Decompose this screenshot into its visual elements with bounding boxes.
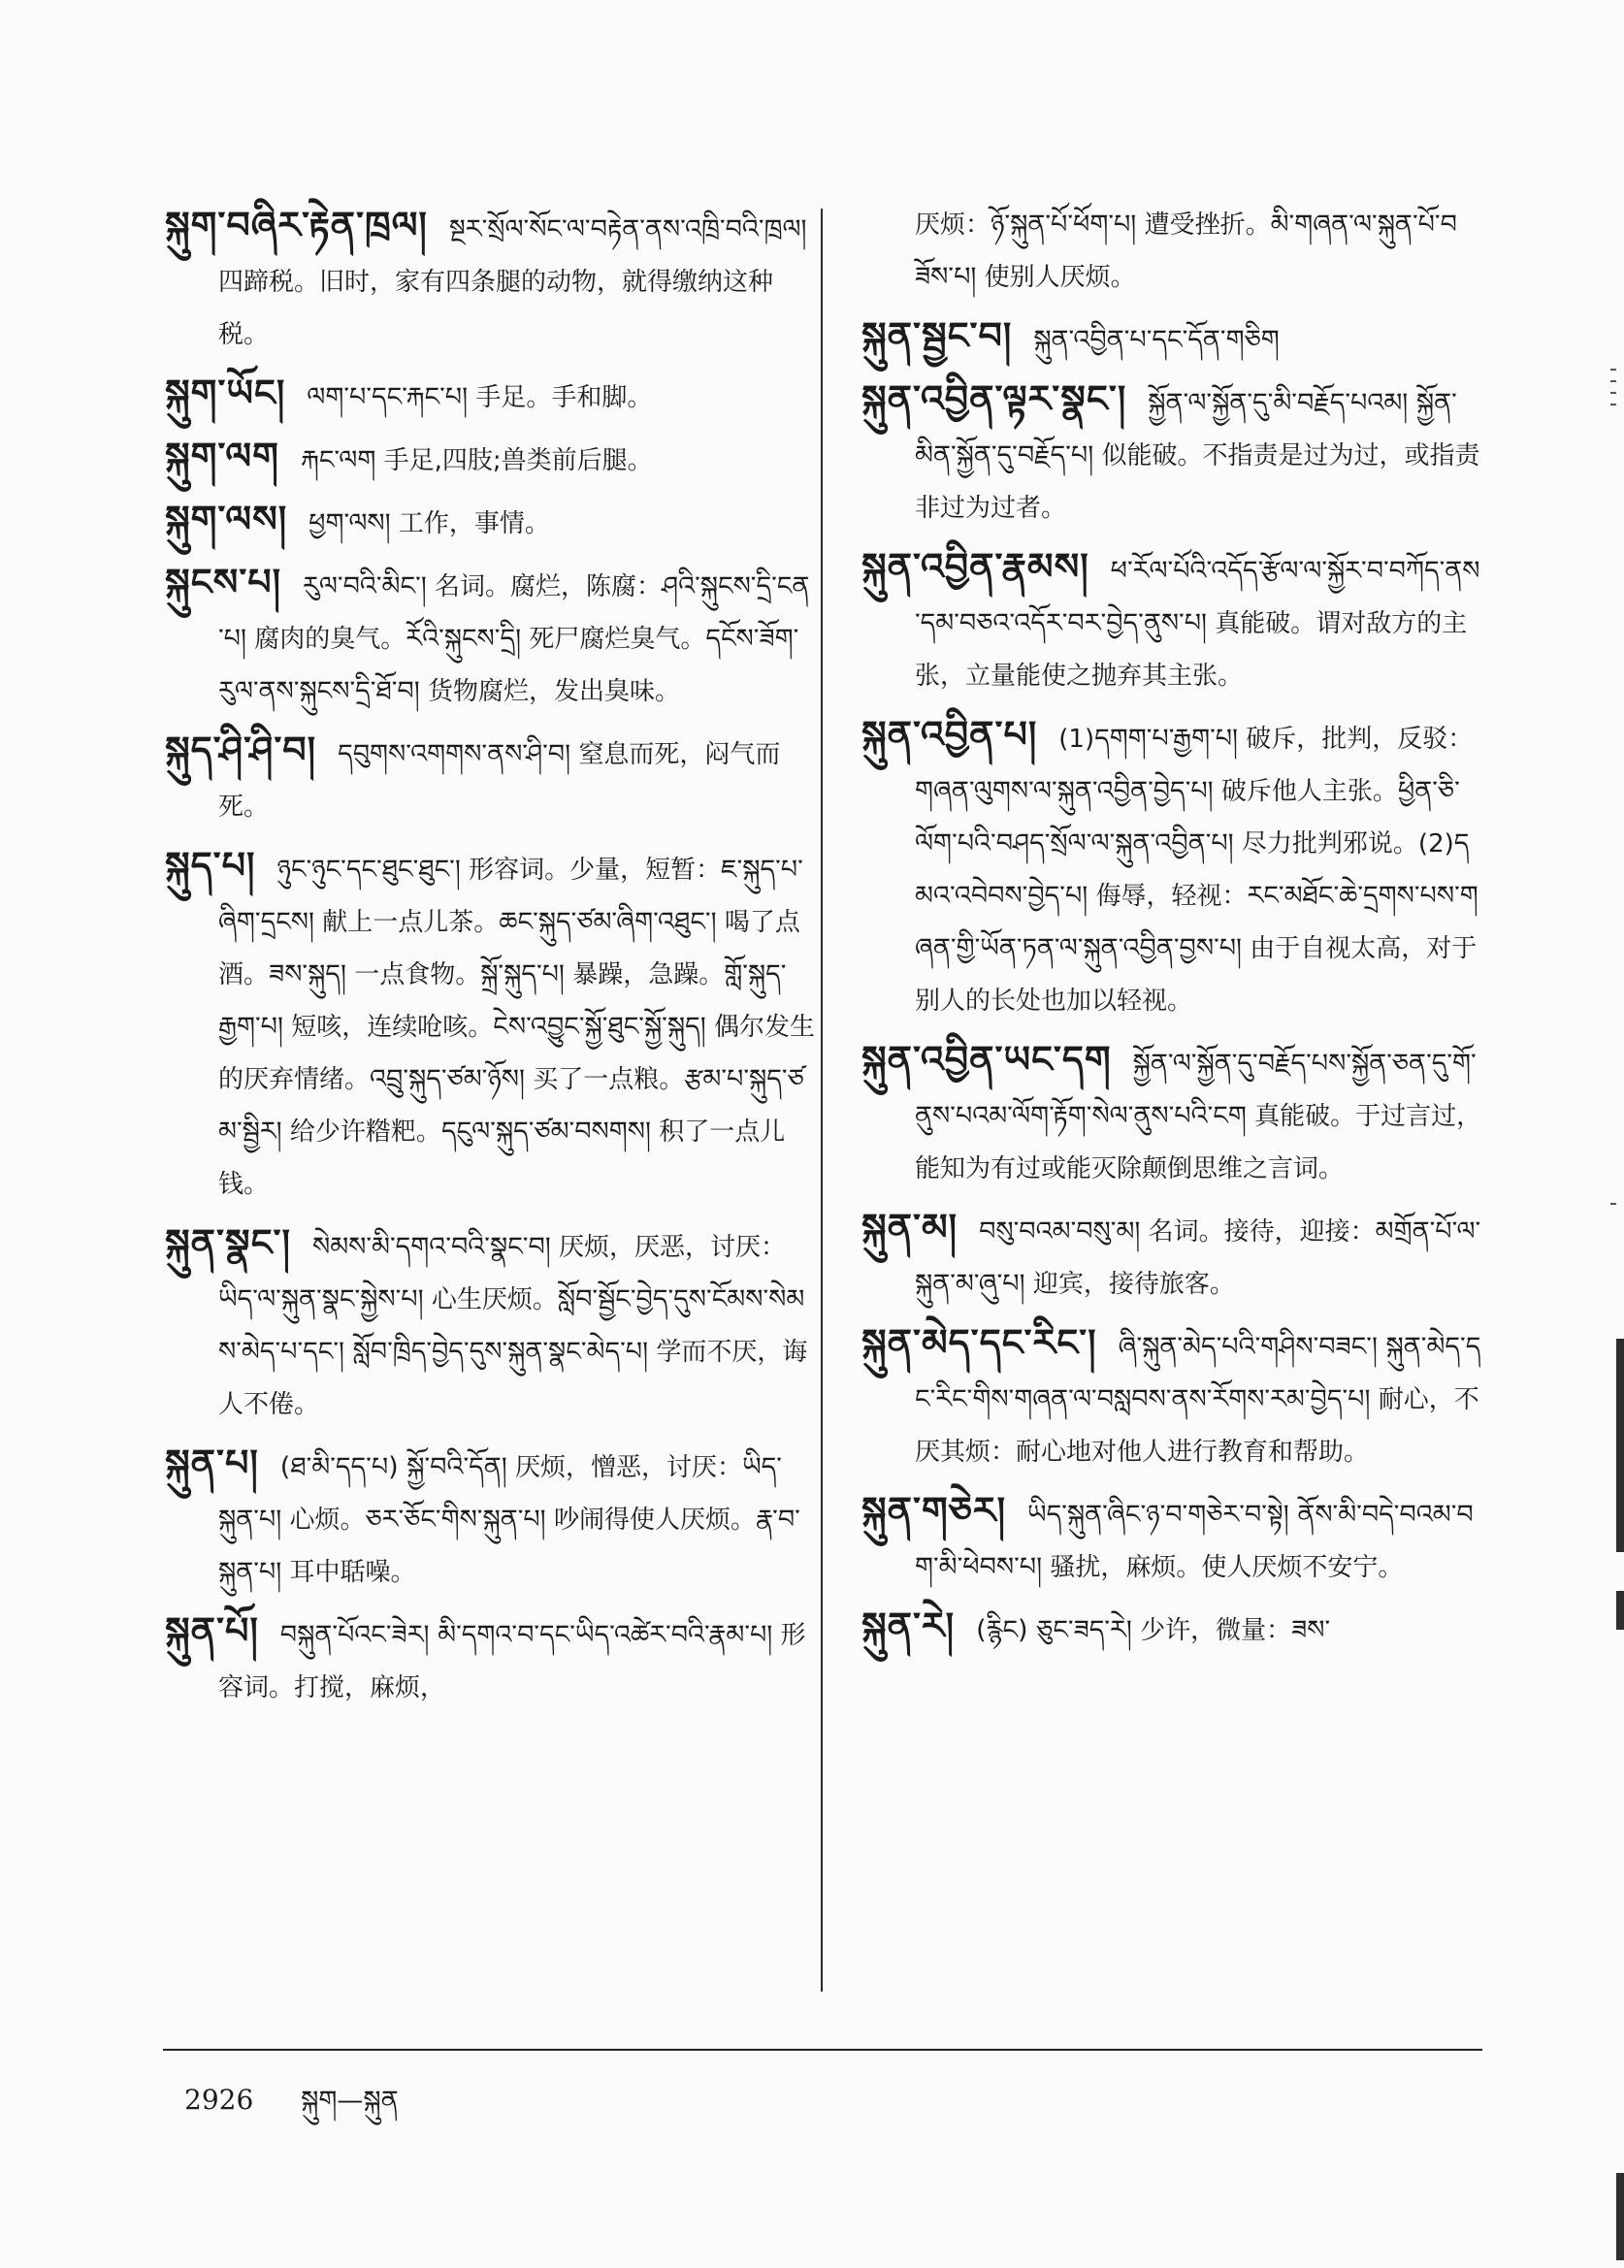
tibetan-definition: ཇ་སྐུད་པ་ཞིག་དྲངས། <box>218 855 803 937</box>
chinese-translation: 形容词。少量，短暂： <box>460 856 722 885</box>
chinese-translation: 偶尔发生的厌弃情绪。 <box>218 1013 815 1094</box>
dictionary-entry <box>861 1033 1482 1195</box>
dictionary-entry <box>165 493 815 550</box>
chinese-translation: 迎宾，接待旅客。 <box>1024 1270 1235 1299</box>
chinese-translation: 腐肉的臭气。 <box>245 625 406 654</box>
tibetan-definition: སེམས་མི་དགའ་བའི་སྣང་བ། <box>311 1232 551 1262</box>
dictionary-entry <box>165 724 815 833</box>
tibetan-definition: (ཐ་མི་དད་པ) སྐྱོ་བའི་དོན། <box>279 1452 507 1482</box>
tibetan-definition: སྐུན་འབྱིན་པ་དང་དོན་གཅིག <box>1033 325 1280 355</box>
column-divider <box>821 209 823 1992</box>
chinese-translation: 手足。手和脚。 <box>468 383 653 412</box>
tibetan-definition: ཉུང་ཉུང་དང་ཐུང་ཐུང་། <box>276 855 461 885</box>
tibetan-definition: ཟས་སྐུད། <box>269 959 346 989</box>
entry-headword: སྐུད་ཤི་ཤི་བ། <box>165 729 317 771</box>
dictionary-entry <box>861 708 1482 1027</box>
tibetan-definition: ཉོ་སྐུན་པོ་ཕོག་པ། <box>991 210 1137 240</box>
chinese-translation: 破斥他人主张。 <box>1213 777 1398 806</box>
tibetan-definition: སློབ་སྦྱོང་བྱེད་དུས་ངོམས་སེམས་མེད་པ་དང་། སློབ་ཁྲིད་བྱེད་དུས་སྐུན་སྣང་མེད་པ། <box>218 1284 805 1367</box>
tibetan-definition: སྐྱོན་ལ་སྐྱོན་དུ་བརྗོད་པས་སྐྱོན་ཅན་དུ་གོ་ནུས་པའམ་ལོག་རྟོག་སེལ་ནུས་པའི་ངག <box>915 1049 1477 1131</box>
tibetan-definition: དགག་པ་རྒྱག་པ། <box>1094 724 1239 754</box>
tibetan-definition: མི་གཞན་ལ་སྐུན་པོ་བཟོས་པ། <box>915 210 1457 292</box>
entry-headword: སྐུན་རེ། <box>861 1604 956 1647</box>
tibetan-definition: གཞན་ལུགས་ལ་སྐུན་འབྱིན་བྱེད་པ། <box>915 776 1214 806</box>
tibetan-definition: བསུ་བའམ་བསུ་མ། <box>979 1216 1141 1247</box>
entry-headword: སྐུན་འབྱིན་རྣམས། <box>861 545 1089 588</box>
tibetan-definition: གློ་སྐུད་རྒྱག་པ། <box>218 959 787 1042</box>
chinese-translation: 真能破。于过言过，能知为有过或能灭除颠倒思维之言词。 <box>915 1102 1482 1183</box>
chinese-translation: 学而不厌，诲人不倦。 <box>218 1338 808 1419</box>
tibetan-definition: དབུགས་འགགས་ནས་ཤི་བ། <box>338 739 571 769</box>
tibetan-definition: རང་མཐོང་ཆེ་དྲགས་པས་གཞན་གྱི་ཡོན་ཏན་ལ་སྐུན་འབྱིན་བྱས་པ། <box>915 881 1478 963</box>
tibetan-definition: དངུལ་སྐུད་ཙམ་བསགས། <box>440 1117 651 1147</box>
chinese-translation: 手足,四肢;兽类前后腿。 <box>375 446 653 475</box>
tibetan-definition: ཡིད་སྐུན་ཞིང་ཉ་བ་གཅེར་བ་སྟེ། ནོས་མི་བདེ་བའམ་བག་མི་ཕེབས་པ། <box>915 1500 1474 1582</box>
entry-headword: སྐུངས་པ། <box>165 561 282 603</box>
tibetan-definition: དངོས་ཟོག་རུལ་ནས་སྐུངས་དྲི་ཐོ་བ། <box>218 624 799 706</box>
dictionary-entry <box>165 839 815 1211</box>
dictionary-entry <box>165 556 815 718</box>
chinese-translation: 心生厌烦。 <box>423 1285 558 1314</box>
entry-headword: སྐུག་ལས། <box>165 498 288 540</box>
dictionary-entry <box>165 367 815 424</box>
dictionary-entry <box>165 1604 815 1714</box>
tibetan-definition: ཅར་ཅོང་གིས་སྐུན་པ། <box>365 1505 546 1535</box>
chinese-translation: 耳中聒噪。 <box>281 1558 416 1587</box>
left-column <box>165 199 815 1720</box>
tibetan-definition: རྣ་བ་སྐུན་པ། <box>218 1505 800 1587</box>
dictionary-entry <box>861 540 1482 702</box>
chinese-translation: 名词。接待，迎接： <box>1140 1217 1376 1247</box>
chinese-translation: 似能破。不指责是过为过，或指责非过为过者。 <box>915 441 1480 523</box>
chinese-translation: 破斥，批判，反驳： <box>1238 725 1474 754</box>
chinese-translation: 暴躁，急躁。 <box>564 960 725 989</box>
entry-headword: སྐུན་མ། <box>861 1206 958 1248</box>
entry-headword: སྐུན་འབྱིན་ལྟར་སྣང་། <box>861 377 1127 420</box>
chinese-translation: 吵闹得使人厌烦。 <box>545 1506 756 1535</box>
dictionary-entry <box>165 1437 815 1599</box>
chinese-translation: 给少许糌粑。 <box>281 1118 441 1147</box>
chinese-translation: 厌烦，厌恶，讨厌： <box>550 1233 787 1262</box>
dictionary-entry <box>165 1216 815 1431</box>
chinese-translation: 死尸腐烂臭气。 <box>521 625 706 654</box>
entry-headword: སྐུག་ཡོང། <box>165 372 286 414</box>
chinese-translation: 短咳，连续呛咳。 <box>283 1013 494 1042</box>
chinese-translation: 四蹄税。旧时，家有四条腿的动物，就得缴纳这种税。 <box>218 268 774 349</box>
chinese-translation: 形容词。打搅，麻烦， <box>218 1621 806 1702</box>
tibetan-definition: རུལ་བའི་མིང་། <box>303 571 427 601</box>
tibetan-definition: དམའ་འབེབས་བྱེད་པ། <box>915 828 1470 911</box>
entry-headword: སྐུན་པ། <box>165 1442 259 1484</box>
dictionary-entry <box>861 373 1482 535</box>
tibetan-definition: རྩམ་པ་སྐུད་ཙམ་སྦྱིར། <box>218 1064 804 1147</box>
dictionary-entry <box>861 309 1482 367</box>
chinese-translation: 窒息而死，闷气而死。 <box>218 740 781 822</box>
chinese-translation: 真能破。谓对敌方的主张，立量能使之抛弃其主张。 <box>915 609 1468 691</box>
footer-rule <box>163 2049 1482 2051</box>
chinese-translation: 厌烦，憎恶，讨厌： <box>506 1453 743 1482</box>
chinese-translation: 工作，事情。 <box>390 509 550 538</box>
entry-headword: སྐུན་གཅེར། <box>861 1489 1007 1532</box>
tibetan-definition: ཆང་སྐུད་ཙམ་ཞིག་འཐུང་། <box>499 907 717 937</box>
chinese-translation: 由于自视太高，对于别人的长处也加以轻视。 <box>915 934 1478 1016</box>
entry-headword: སྐུད་པ། <box>165 844 256 887</box>
chinese-translation: 买了一点粮。 <box>525 1065 685 1094</box>
entry-headword: སྐུག་བཞིར་རྟེན་ཁྲལ། <box>165 204 428 246</box>
tibetan-definition: ཕྱག་ལས། <box>309 508 391 538</box>
page-footer <box>184 2071 399 2145</box>
tibetan-definition: (རྙིང) ཅུང་ཟད་རེ། <box>976 1615 1132 1645</box>
dictionary-entry <box>861 1201 1482 1311</box>
chinese-translation: 尽力批判邪说。(2) <box>1233 829 1454 859</box>
right-column <box>861 199 1482 1663</box>
tibetan-definition: ཟས་ <box>1291 1615 1331 1645</box>
dictionary-entry <box>861 1316 1482 1478</box>
chinese-translation: 一点食物。 <box>345 960 481 989</box>
dictionary-entry <box>861 199 1482 304</box>
tibetan-definition: ངེས་འབྱུང་སྐྱོ་ཐུང་སྐྱོ་སྐུད། <box>493 1012 706 1042</box>
tibetan-definition: སྐྲོ་སྐུད་པ། <box>480 959 565 989</box>
headword-range: སྐུག—སྐུན <box>301 2086 399 2116</box>
entry-headword: སྐུག་ལག <box>165 435 279 477</box>
dictionary-entry <box>165 430 815 487</box>
dictionary-entry <box>861 1484 1482 1594</box>
chinese-translation: (1) <box>1058 725 1095 754</box>
tibetan-definition: ཡིད་སྐུན་པ། <box>218 1452 782 1535</box>
chinese-translation: 遭受挫折。 <box>1136 211 1271 240</box>
tibetan-definition: འབྲུ་སྐུད་ཙམ་ཉོས། <box>370 1064 525 1094</box>
entry-headword: སྐུན་འབྱིན་པ། <box>861 713 1038 756</box>
tibetan-definition: མགྲོན་པོ་ལ་སྐུན་མ་ཞུ་པ། <box>915 1216 1481 1299</box>
chinese-translation: 耐心，不厌其烦：耐心地对他人进行教育和帮助。 <box>915 1385 1479 1467</box>
chinese-translation: 货物腐烂，发出臭味。 <box>419 677 681 706</box>
chinese-translation: 积了一点儿钱。 <box>218 1118 786 1199</box>
tibetan-definition: ལག་པ་དང་རྐང་པ། <box>307 382 469 412</box>
tibetan-definition: རོའི་སྐུངས་དྲི། <box>406 624 522 654</box>
entry-headword: སྐུན་མེད་དང་རིང་། <box>861 1321 1097 1364</box>
chinese-translation: 献上一点儿茶。 <box>314 908 500 937</box>
page-number: 2926 <box>184 2084 254 2116</box>
entry-headword: སྐུན་སྦྱང་བ། <box>861 314 1013 357</box>
chinese-translation: 厌烦： <box>915 211 991 240</box>
tibetan-definition: ཕ་རོལ་པོའི་འདོད་རྩོལ་ལ་སྐྱོར་བ་བཀོད་ནས་དམ་བཅའ་འདོར་བར་བྱེད་ནུས་པ། <box>915 556 1480 638</box>
tibetan-definition: སྔར་སྲོལ་སོང་ལ་བརྟེན་ནས་འཁྲི་བའི་ཁྲལ། <box>448 214 807 244</box>
dictionary-entry <box>861 1600 1482 1657</box>
chinese-translation: 侮辱，轻视： <box>1088 882 1248 911</box>
tibetan-definition: ཞི་སྐུན་མེད་པའི་གཤིས་བཟང་། སྐུན་མེད་དང་རིང་གིས་གཞན་ལ་བསླབས་ནས་རོགས་རམ་བྱེད་པ། <box>915 1332 1481 1414</box>
entry-headword: སྐུན་སྣང་། <box>165 1221 291 1264</box>
tibetan-definition: ཕྱིན་ཅི་ལོག་པའི་བཤད་སྲོལ་ལ་སྐུན་འབྱིན་པ། <box>915 776 1460 859</box>
chinese-translation: 心烦。 <box>281 1506 366 1535</box>
chinese-translation: 喝了点酒。 <box>218 908 800 989</box>
chinese-translation: 骚扰，麻烦。使人厌烦不安宁。 <box>1042 1553 1404 1582</box>
tibetan-definition: ཤའི་སྐུངས་དྲི་ངན་པ། <box>218 571 810 654</box>
chinese-translation: 使别人厌烦。 <box>976 263 1136 292</box>
chinese-translation: 少许，微量： <box>1131 1616 1292 1645</box>
entry-headword: སྐུན་པོ། <box>165 1609 259 1652</box>
tibetan-definition: བསྐུན་པོའང་ཟེར། མི་དགའ་བ་དང་ཡིད་འཚེར་བའི་རྣམ་པ། <box>279 1620 773 1650</box>
tibetan-definition: རྐང་ལག <box>300 445 376 475</box>
dictionary-entry <box>165 199 815 361</box>
tibetan-definition: སྐྱོན་ལ་སྐྱོན་དུ་མི་བརྗོད་པའམ། སྐྱོན་མིན་སྐྱོན་དུ་བརྗོད་པ། <box>915 388 1457 470</box>
chinese-translation: 名词。腐烂，陈腐： <box>426 572 663 601</box>
tibetan-definition: ཡིད་ལ་སྐུན་སྣང་སྐྱེས་པ། <box>218 1284 424 1314</box>
entry-headword: སྐུན་འབྱིན་ཡང་དག <box>861 1038 1112 1081</box>
